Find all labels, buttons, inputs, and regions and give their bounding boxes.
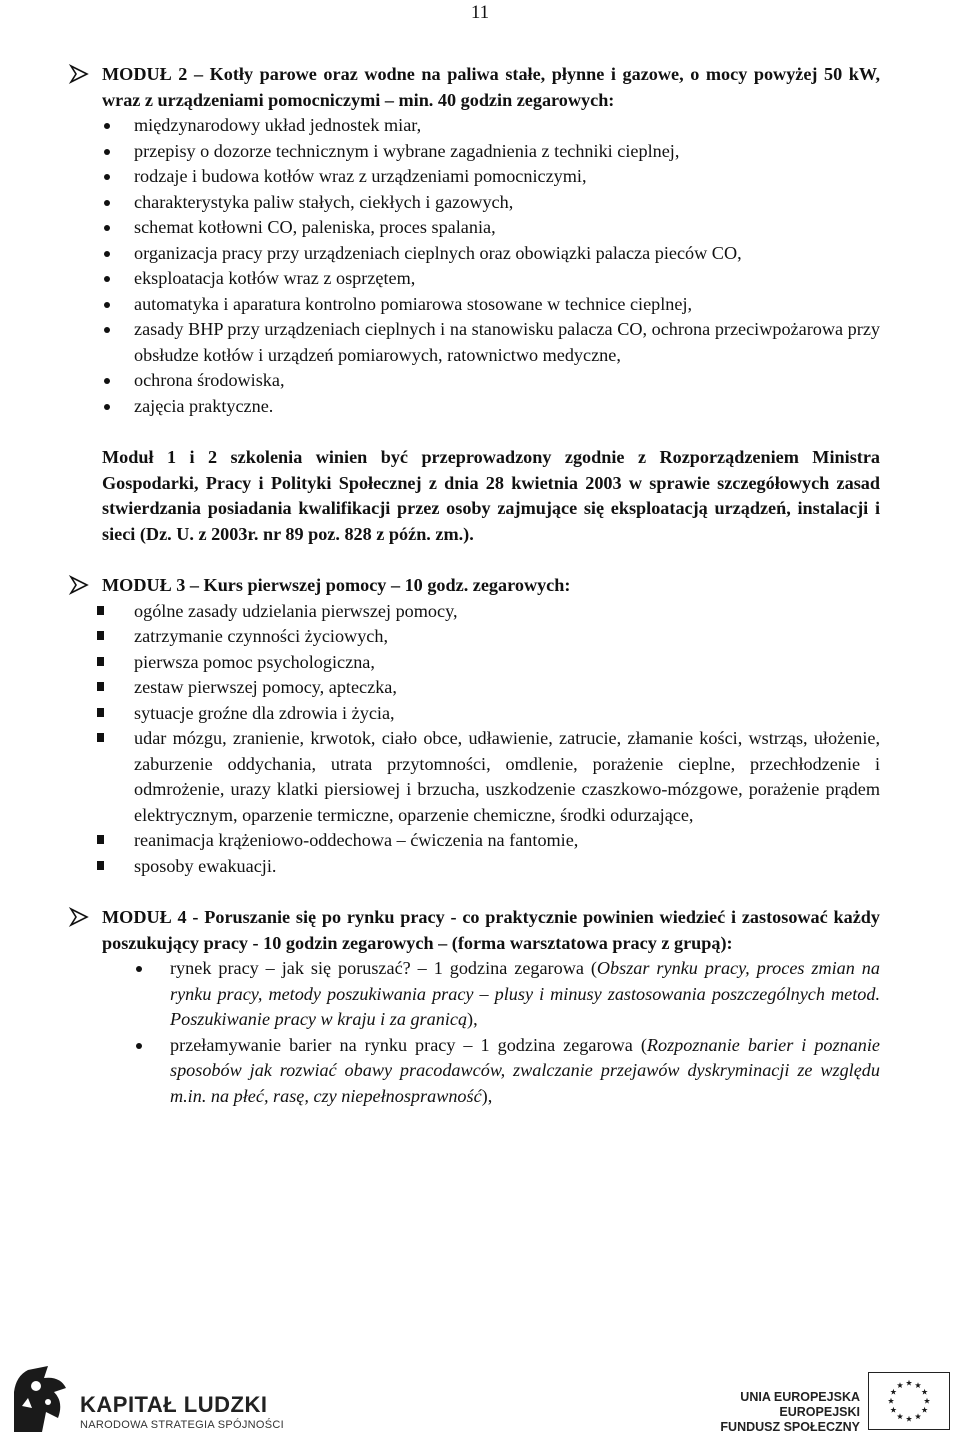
list-item: zasady BHP przy urządzeniach cieplnych i na stanowisku palacza CO, ochrona przeciwpożarowa przy obsłudze kotłów i urządzeń pomiarowych, ratownictwo medyczne, — [68, 317, 880, 368]
bullet-dot-icon — [136, 966, 142, 972]
square-bullet-icon — [97, 861, 104, 870]
document-body — [68, 62, 880, 1109]
module-4-list — [68, 956, 880, 1109]
list-item: zestaw pierwszej pomocy, apteczka, — [68, 675, 880, 701]
list-item: sytuacje groźne dla zdrowia i życia, — [68, 701, 880, 727]
eu-logo-text: UNIA EUROPEJSKA EUROPEJSKI FUNDUSZ SPOŁECZNY — [720, 1390, 860, 1434]
square-bullet-icon — [97, 657, 104, 666]
arrow-bullet-icon — [68, 63, 90, 85]
kapital-ludzki-logo: KAPITAŁ LUDZKI NARODOWA STRATEGIA SPÓJNOŚCI — [80, 1392, 284, 1431]
bullet-dot-icon — [104, 404, 110, 410]
bullet-dot-icon — [104, 123, 110, 129]
list-item: automatyka i aparatura kontrolno pomiarowa stosowane w technice cieplnej, — [68, 292, 880, 318]
square-bullet-icon — [97, 631, 104, 640]
list-item: sposoby ewakuacji. — [68, 854, 880, 880]
square-bullet-icon — [97, 708, 104, 717]
page-number: 11 — [470, 2, 490, 23]
list-item: przepisy o dozorze technicznym i wybrane zagadnienia z techniki cieplnej, — [68, 139, 880, 165]
module-3-section — [68, 573, 880, 599]
bullet-dot-icon — [104, 200, 110, 206]
arrow-bullet-icon — [68, 906, 90, 928]
list-item: charakterystyka paliw stałych, ciekłych i gazowych, — [68, 190, 880, 216]
list-item: udar mózgu, zranienie, krwotok, ciało obce, udławienie, zatrucie, złamanie kości, wstrząs, ułożenie, zaburzenie oddychania, utrata przytomności, omdlenie, porażenie cieplne, przechłodzenie i odmrożenie, urazy klatki piersiowej i brzucha, uszkodzenie czaszkowo-mózgowe, porażenie prądem elektrycznym, oparzenie termiczne, oparzenie chemiczne, środki odurzające, — [68, 726, 880, 828]
bullet-dot-icon — [136, 1043, 142, 1049]
list-item: pierwsza pomoc psychologiczna, — [68, 650, 880, 676]
module-2-section — [68, 62, 880, 113]
bullet-dot-icon — [104, 327, 110, 333]
square-bullet-icon — [97, 682, 104, 691]
list-item: zajęcia praktyczne. — [68, 394, 880, 420]
bullet-dot-icon — [104, 149, 110, 155]
list-item: schemat kotłowni CO, paleniska, proces spalania, — [68, 215, 880, 241]
list-item: przełamywanie barier na rynku pracy – 1 godzina zegarowa (Rozpoznanie barier i poznanie sposobów jak rozwiać obawy pracodawców, zwalczanie przejawów dyskryminacji ze względu m.in. na płeć, rasę, czy niepełnosprawność), — [68, 1033, 880, 1110]
module-4-title: MODUŁ 4 - Poruszanie się po rynku pracy - co praktycznie powinien wiedzieć i zastosować każdy poszukujący pracy - 10 godzin zegarowych – (forma warsztatowa pracy z grupą): — [102, 907, 880, 953]
bullet-dot-icon — [104, 174, 110, 180]
bullet-dot-icon — [104, 378, 110, 384]
bullet-dot-icon — [104, 302, 110, 308]
kapital-ludzki-logo-icon — [8, 1362, 74, 1436]
module-4-section — [68, 905, 880, 956]
module-2-list — [68, 113, 880, 419]
bullet-dot-icon — [104, 276, 110, 282]
list-item: ogólne zasady udzielania pierwszej pomocy, — [68, 599, 880, 625]
eu-flag-icon — [868, 1372, 950, 1430]
square-bullet-icon — [97, 733, 104, 742]
square-bullet-icon — [97, 835, 104, 844]
regulation-note: Moduł 1 i 2 szkolenia winien być przeprowadzony zgodnie z Rozporządzeniem Ministra Gospodarki, Pracy i Polityki Społecznej z dnia 28 kwietnia 2003 w sprawie szczegółowych zasad stwierdzania posiadania kwalifikacji przez osoby zajmujące się eksploatacją urządzeń, instalacji i sieci (Dz. U. z 2003r. nr 89 poz. 828 z późn. zm.). — [102, 447, 880, 544]
module-3-title: MODUŁ 3 – Kurs pierwszej pomocy – 10 godz. zegarowych: — [102, 575, 571, 595]
bullet-dot-icon — [104, 251, 110, 257]
bullet-dot-icon — [104, 225, 110, 231]
list-item: reanimacja krążeniowo-oddechowa – ćwiczenia na fantomie, — [68, 828, 880, 854]
list-item: rynek pracy – jak się poruszać? – 1 godzina zegarowa (Obszar rynku pracy, proces zmian na rynku pracy, metody poszukiwania pracy – plusy i minusy zastosowania poszczególnych metod. Poszukiwanie pracy w kraju i za granicą), — [68, 956, 880, 1033]
list-item: eksploatacja kotłów wraz z osprzętem, — [68, 266, 880, 292]
list-item: rodzaje i budowa kotłów wraz z urządzeniami pomocniczymi, — [68, 164, 880, 190]
module-3-list — [68, 599, 880, 880]
list-item: organizacja pracy przy urządzeniach cieplnych oraz obowiązki palacza pieców CO, — [68, 241, 880, 267]
arrow-bullet-icon — [68, 574, 90, 596]
square-bullet-icon — [97, 606, 104, 615]
list-item: ochrona środowiska, — [68, 368, 880, 394]
list-item: zatrzymanie czynności życiowych, — [68, 624, 880, 650]
module-2-title: MODUŁ 2 – Kotły parowe oraz wodne na paliwa stałe, płynne i gazowe, o mocy powyżej 50 kW, wraz z urządzeniami pomocniczymi – min. 40 godzin zegarowych: — [102, 64, 880, 110]
list-item: międzynarodowy układ jednostek miar, — [68, 113, 880, 139]
